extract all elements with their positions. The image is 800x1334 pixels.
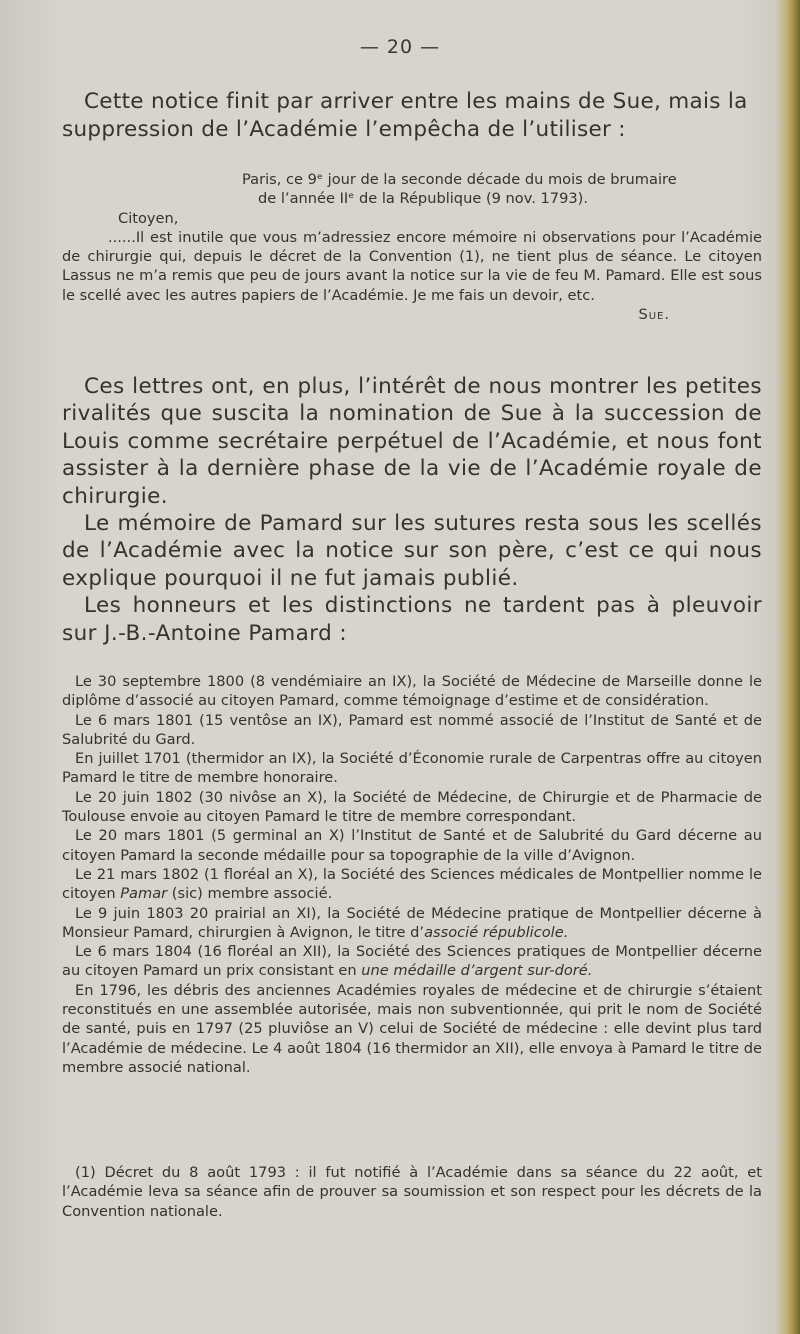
honor-entry [62,904,762,943]
paragraph: Les honneurs et les distinctions ne tardent pas à pleuvoir sur J.-B.-Antoine Pamard : [62,593,762,646]
honor-entry [62,865,762,904]
honor-entry [62,942,762,981]
honor-entry: Le 20 juin 1802 (30 nivôse an X), la Société de Médecine, de Chirurgie et de Pharmacie de Toulouse envoie au citoyen Pamard le titre de membre correspondant. [62,788,762,826]
paragraph: Le mémoire de Pamard sur les sutures resta sous les scellés de l’Académie avec la notice sur son père, c’est ce qui nous explique pourquoi il ne fut jamais publié. [62,511,762,591]
main-text [62,373,762,647]
honor-entry: En juillet 1701 (thermidor an IX), la Société d’Économie rurale de Carpentras offre au citoyen Pamard le titre de membre honoraire. [62,750,762,787]
page-edge [786,0,800,1334]
intro-paragraph: Cette notice finit par arriver entre les mains de Sue, mais la suppression de l’Académie l’empêcha de l’utiliser : [62,89,748,142]
honors-list [62,672,762,1077]
letter-dateline-2: de l’année IIᵉ de la République (9 nov. 1793). [258,190,588,208]
honor-italic: une médaille d’argent sur-doré. [361,962,593,980]
page-number: — 20 — [359,36,441,58]
honor-text: (sic) membre associé. [167,885,333,903]
letter-signature: Sue. [638,306,670,324]
footnote-text: (1) Décret du 8 août 1793 : il fut notifié à l’Académie dans sa séance du 22 août, et l’Académie leva sa séance afin de prouver sa soumission et son respect pour les décrets de la Convention nationale. [62,1164,762,1220]
honor-italic: associé républicole. [424,923,569,941]
paragraph: Ces lettres ont, en plus, l’intérêt de nous montrer les petites rivalités que suscita la nomination de Sue à la succession de Louis comme secrétaire perpétuel de l’Académie, et nous font assister à la dernière phase de la vie de l’Académie royale de chirurgie. [62,374,762,509]
honor-italic: Pamar [120,885,168,903]
honor-text: Le 9 juin 1803 20 prairial an XI), la Société de Médecine pratique de Montpellier décerne à Monsieur Pamard, chirurgien à Avignon, le titre d’ [62,904,762,941]
letter-body: ......Il est inutile que vous m’adressiez encore mémoire ni observations pour l’Académie de chirurgie qui, depuis le décret de la Convention (1), ne tient plus de séance. Le citoyen Lassus ne m’a remis que peu de jours avant la notice sur la vie de feu M. Pamard. Elle est sous le scellé avec les autres papiers de l’Académie. Je me fais un devoir, etc. [62,228,762,304]
honor-text: Le 21 mars 1802 (1 floréal an X), la Société des Sciences médicales de Montpellier nomme le citoyen [62,865,762,903]
honor-entry: Le 6 mars 1801 (15 ventôse an IX), Pamard est nommé associé de l’Institut de Santé et de Salubrité du Gard. [62,711,762,748]
letter-salutation: Citoyen, [118,209,179,227]
honor-entry: En 1796, les débris des anciennes Académies royales de médecine et de chirurgie s’étaient reconstitués en une assemblée autorisée, mais non subventionnée, qui prit le nom de Société de santé, puis en 1797 (25 pluviôse an V) celui de Société de médecine : elle devint plus tard l’Académie de médecine. Le 4 août 1804 (16 thermidor an XII), elle envoya à Pamard le titre de membre associé national. [62,981,762,1076]
honor-entry: Le 30 septembre 1800 (8 vendémiaire an IX), la Société de Médecine de Marseille donne le diplôme d’associé au citoyen Pamard, comme témoignage d’estime et de considération. [62,673,762,710]
quoted-letter [62,170,762,324]
honor-text: Le 6 mars 1804 (16 floréal an XII), la Société des Sciences pratiques de Montpellier décerne au citoyen Pamard un prix consistant en [62,943,762,980]
honor-entry: Le 20 mars 1801 (5 germinal an X) l’Institut de Santé et de Salubrité du Gard décerne au citoyen Pamard la seconde médaille pour sa topographie de la ville d’Avignon. [62,827,762,864]
letter-dateline: Paris, ce 9ᵉ jour de la seconde décade du mois de brumaire [242,171,677,188]
footnote [62,1163,762,1221]
